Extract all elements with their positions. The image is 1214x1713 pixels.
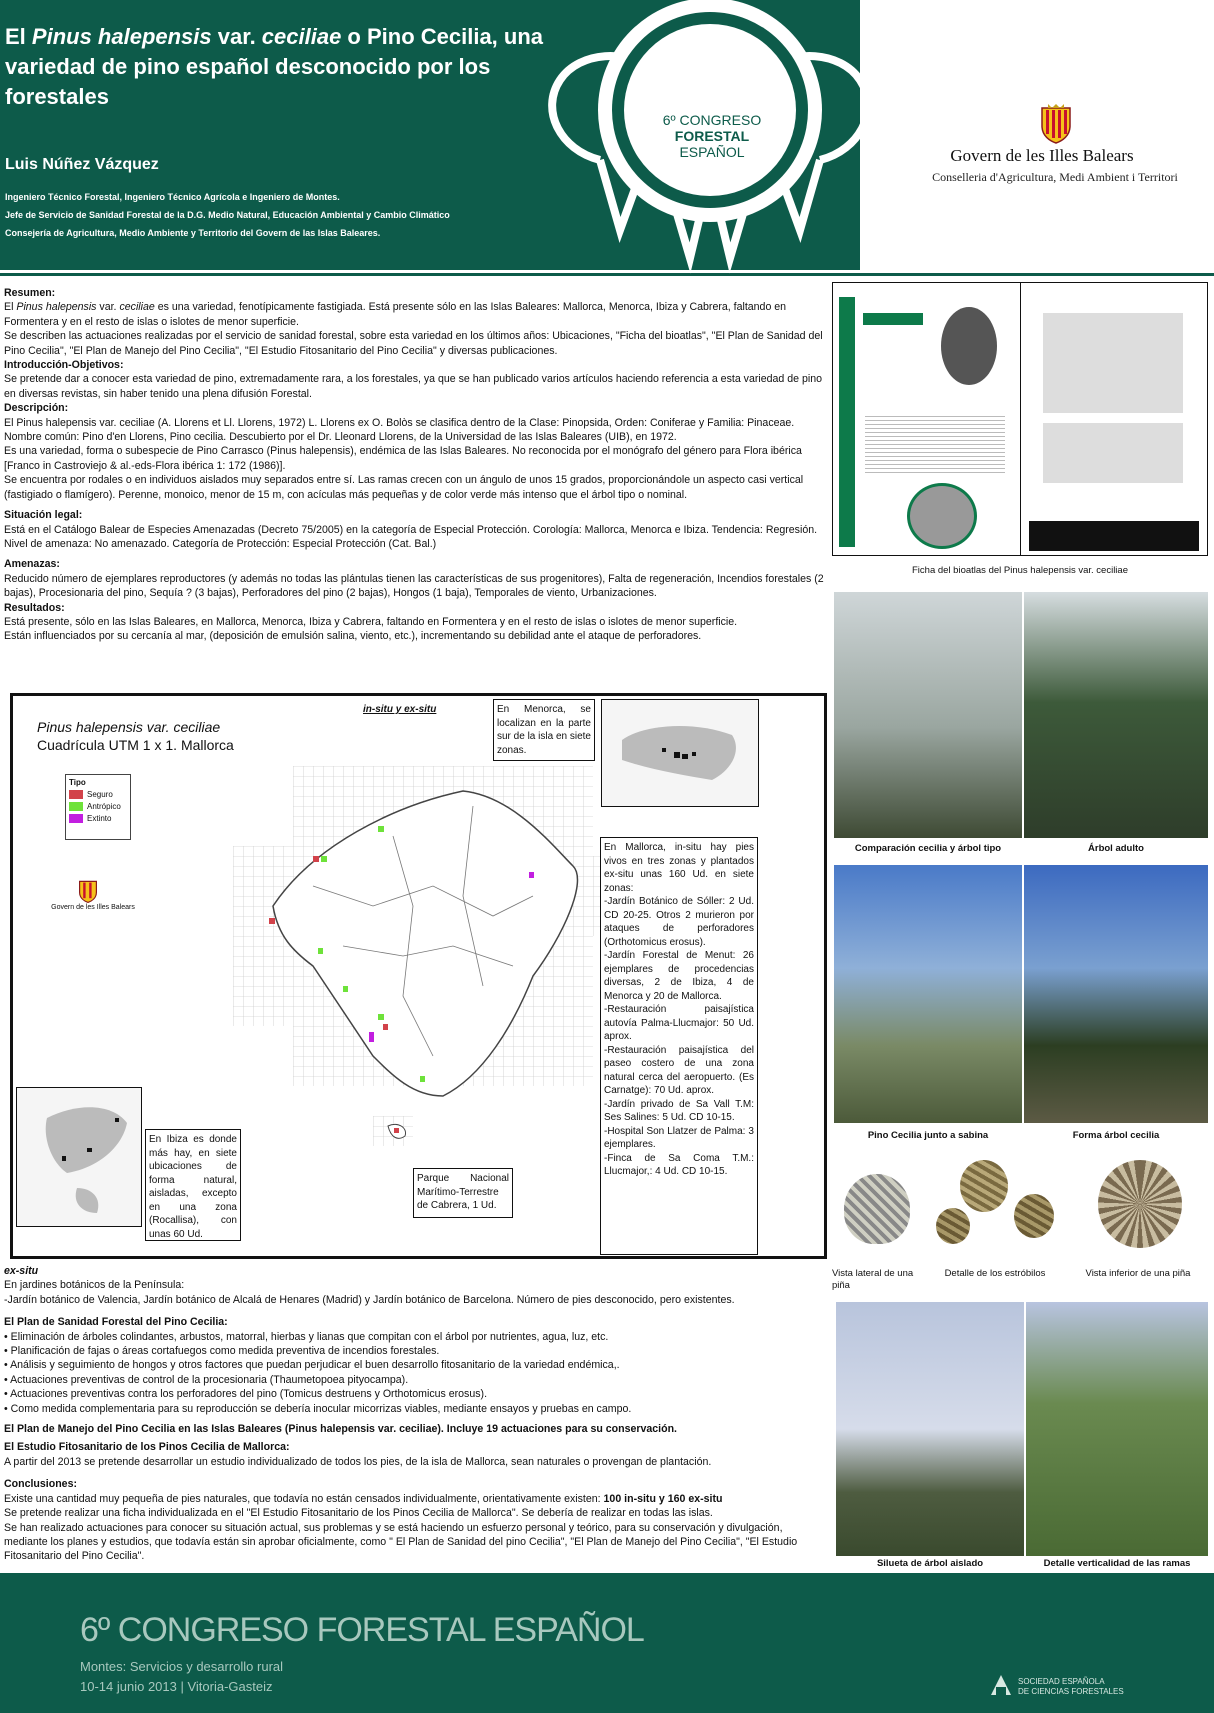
exsitu-text: En jardines botánicos de la Península: bbox=[4, 1279, 185, 1292]
map-point-seguro bbox=[313, 856, 319, 862]
legend-title: Tipo bbox=[69, 778, 86, 787]
caption-ficha: Ficha del bioatlas del Pinus halepensis var. ceciliae bbox=[912, 565, 1128, 576]
government-logo-area bbox=[860, 0, 1214, 270]
caption-ramas: Detalle verticalidad de las ramas bbox=[1043, 1558, 1191, 1569]
menorca-text-box: En Menorca, se localizan en la parte sur de la isla en siete zonas. bbox=[493, 699, 595, 761]
section-heading-resultados: Resultados: bbox=[4, 601, 65, 614]
section-heading-plan-sanidad: El Plan de Sanidad Forestal del Pino Cecilia: bbox=[4, 1316, 228, 1329]
map-subtitle: in-situ y ex-situ bbox=[363, 704, 437, 715]
mallorca-item: -Jardín Forestal de Menut: 26 ejemplares de procedencias diversas, 2 de Ibiza, 4 de Menorca y 20 de Mallorca. bbox=[604, 950, 754, 1002]
balearic-crest-small-icon bbox=[77, 879, 99, 903]
legend-item: Extinto bbox=[69, 814, 127, 823]
caption-estrobilos: Detalle de los estróbilos bbox=[944, 1268, 1046, 1279]
menorca-island-shape bbox=[602, 700, 758, 806]
plan-manejo-text: El Plan de Manejo del Pino Cecilia en las Islas Baleares (Pinus halepensis var. ceciliae). Incluye 19 actuaciones para su conservación. bbox=[4, 1423, 678, 1436]
government-name-small: Govern de les Illes Balears bbox=[51, 904, 135, 911]
map-point-extinto bbox=[529, 872, 534, 878]
mallorca-text-box bbox=[600, 837, 758, 1255]
bioatlas-page-left bbox=[833, 283, 1021, 555]
photo-pina-inferior bbox=[1068, 1150, 1208, 1262]
affiliation-line: Ingeniero Técnico Forestal, Ingeniero Técnico Agrícola e Ingeniero de Montes. bbox=[5, 192, 340, 202]
map-point-antropico bbox=[378, 826, 384, 832]
plan-item: • Análisis y seguimiento de hongos y otros factores que puedan perjudicar el buen desarrollo fitosanitario de la variedad endémica,. bbox=[4, 1358, 828, 1372]
caption-silueta: Silueta de árbol aislado bbox=[876, 1558, 984, 1569]
map-point-seguro bbox=[269, 918, 275, 924]
distribution-map bbox=[10, 693, 827, 1259]
affiliation-line: Consejería de Agricultura, Medio Ambiente y Territorio del Govern de las Islas Baleares. bbox=[5, 228, 381, 238]
congress-logo-text: 6º CONGRESO FORESTAL ESPAÑOL bbox=[662, 112, 762, 160]
author-name: Luis Núñez Vázquez bbox=[5, 156, 159, 173]
map-point-antropico bbox=[321, 856, 327, 862]
resultados-text: Están influenciados por su cercanía al mar, (deposición de emulsión salina, viento, etc.), incrementando su debilidad ante el ataque de perforadores. bbox=[4, 630, 702, 643]
map-point-seguro bbox=[383, 1024, 388, 1030]
photo-ramas bbox=[1026, 1302, 1208, 1556]
legend-item: Antrópico bbox=[69, 802, 127, 811]
header-divider bbox=[0, 270, 1214, 273]
ibiza-island-shape bbox=[17, 1088, 141, 1226]
plan-item: • Como medida complementaria para su reproducción se debería inocular micorrizas viables, mediante ensayos y pruebas en campo. bbox=[4, 1402, 828, 1416]
map-point-antropico bbox=[343, 986, 348, 992]
section-heading-amenazas: Amenazas: bbox=[4, 558, 60, 571]
conclusiones-text: Se pretende realizar una ficha individualizada en el "El Estudio Fitosanitario de los Pinos Cecilia de Mallorca". Se debería de realizar en todas las islas. bbox=[4, 1507, 713, 1520]
mallorca-item: -Restauración paisajística del paseo costero de una zona natural cerca del aeropuerto. (Es Carnatge): 70 Ud. aprox. bbox=[604, 1044, 754, 1096]
section-heading-estudio: El Estudio Fitosanitario de los Pinos Cecilia de Mallorca: bbox=[4, 1441, 290, 1454]
photo-pino-sabina bbox=[834, 865, 1022, 1123]
caption-comparacion: Comparación cecilia y árbol tipo bbox=[854, 843, 1002, 854]
mallorca-item: -Jardín Botánico de Sóller: 2 Ud. CD 20-25. Otros 2 murieron por ataques de perforadores (Orthotomicus erosus). bbox=[604, 896, 754, 948]
amenazas-text: Reducido número de ejemplares reproductores (y además no todas las plántulas tienen las características de sus progenitores), Falta de regeneración, Incendios forestales (2 bajas), Procesionaria del pino, Sequía ? (3 bajas), Perforadores del pino (2 bajas), Hongos (1 baja), Temporales de viento, Urbanizaciones. bbox=[4, 572, 824, 600]
resumen-text: Se describen las actuaciones realizadas por el servicio de sanidad forestal, sobre esta variedad en los últimos años: Ubicaciones, "Ficha del bioatlas", "El Plan de Sanidad del Pino Cecilia", "El Plan de Manejo del Pino Cecilia", "El Estudio Fitosanitario del Pino Cecilia" y diversas publicaciones. bbox=[4, 330, 823, 357]
bioatlas-sheet-image bbox=[832, 282, 1208, 556]
map-point-antropico bbox=[378, 1014, 384, 1020]
footer-congress-title: 6º CONGRESO FORESTAL ESPAÑOL bbox=[80, 1611, 644, 1649]
section-heading-legal: Situación legal: bbox=[4, 509, 83, 522]
ibiza-text-box: En Ibiza es donde más hay, en siete ubicaciones de forma natural, aisladas, excepto en una zona (Rocallisa), con unas 60 Ud. bbox=[145, 1129, 241, 1241]
estudio-text: A partir del 2013 se pretende desarrollar un estudio individualizado de todos los pies, de la isla de Mallorca, sean naturales o provengan de plantación. bbox=[4, 1455, 712, 1468]
legal-text: Está en el Catálogo Balear de Especies Amenazadas (Decreto 75/2005) en la categoría de Especial Protección. Corología: Mallorca, Menorca e Ibiza. Tendencia: Regresión. Nivel de amenaza: No amenazado. Categoría de Protección: Especial Protección (Cat. Bal.) bbox=[4, 523, 818, 550]
plan-list bbox=[4, 1330, 828, 1416]
ibiza-inset-map bbox=[16, 1087, 142, 1227]
footer-subtitle: Montes: Servicios y desarrollo rural bbox=[80, 1659, 284, 1674]
photo-forma-arbol bbox=[1024, 865, 1208, 1123]
mallorca-item: -Jardín privado de Sa Vall T.M: Ses Salines: 5 Ud. CD 10-15. bbox=[604, 1098, 754, 1123]
map-point-seguro bbox=[394, 1128, 399, 1133]
bioatlas-page-right bbox=[1023, 283, 1209, 555]
plan-item: • Planificación de fajas o áreas cortafuegos como medida preventiva de incendios forestales. bbox=[4, 1344, 828, 1358]
descripcion-text: Es una variedad, forma o subespecie de Pino Carrasco (Pinus halepensis), endémica de las Islas Baleares. No reconocida por el monógrafo del género para Flora ibérica [Franco in Castroviejo & al.-eds-Flora ibérica 1: 172 (1986)]. bbox=[4, 445, 802, 472]
exsitu-text: -Jardín botánico de Valencia, Jardín botánico de Alcalá de Henares (Madrid) y Jardín botánico de Barcelona. Número de pies desconocido, pero existentes. bbox=[4, 1293, 735, 1306]
text-column-top bbox=[4, 286, 828, 644]
caption-inferior: Vista inferior de una piña bbox=[1085, 1268, 1191, 1279]
society-logo-icon bbox=[988, 1671, 1014, 1697]
descripcion-text: El Pinus halepensis var. ceciliae (A. Llorens et Ll. Llorens, 1972) L. Llorens ex O. Bolòs se clasifica dentro de la Clase: Pinopsida, Orden: Coniferae y Familia: Pinaceae. Nombre común: Pino d'en Llorens, Pino cecilia. Descubierto por el Dr. Lleonard Llorens, de la Universidad de las Islas Baleares (UIB), en 1972. bbox=[4, 416, 795, 444]
photo-silueta bbox=[836, 1302, 1024, 1556]
section-heading-descripcion: Descripción: bbox=[4, 402, 69, 415]
caption-forma: Forma árbol cecilia bbox=[1072, 1130, 1160, 1141]
photo-pina-lateral bbox=[832, 1150, 922, 1262]
government-department: Conselleria d'Agricultura, Medi Ambient i Territori bbox=[932, 170, 1178, 184]
plan-item: • Eliminación de árboles colindantes, arbustos, matorral, hierbas y lianas que compitan con el árbol por nutrientes, agua, luz, etc. bbox=[4, 1330, 828, 1344]
balearic-crest-icon bbox=[1040, 104, 1072, 144]
conclusiones-text: Existe una cantidad muy pequeña de pies naturales, que todavía no están censados individualmente, orientativamente existen: 100 in-situ y 160 ex-situ bbox=[4, 1492, 723, 1505]
section-heading-resumen: Resumen: bbox=[4, 287, 56, 299]
conclusiones-text: Se han realizado actuaciones para conocer su situación actual, sus problemas y se está haciendo un esfuerzo personal y teórico, para su conservación y divulgación, mediante los planes y estudios, que todavía están sin aprobar oficialmente, como " El Plan de Sanidad del pino Cecilia", "El Plan de Manejo del Pino Cecilia", "El Estudio Fitosanitario del Pino Cecilia". bbox=[4, 1521, 798, 1563]
photo-arbol-adulto bbox=[1024, 592, 1208, 838]
caption-lateral: Vista lateral de una piña bbox=[832, 1268, 914, 1291]
society-name: SOCIEDAD ESPAÑOLA DE CIENCIAS FORESTALES bbox=[1018, 1677, 1124, 1696]
legend-item: Seguro bbox=[69, 790, 127, 799]
plan-item: • Actuaciones preventivas de control de la procesionaria (Thaumetopoea pityocampa). bbox=[4, 1373, 828, 1387]
resultados-text: Está presente, sólo en las Islas Baleares, en Mallorca, Menorca, Ibiza y Cabrera, faltando en Formentera y en el resto de islas o islotes de menor superficie. bbox=[4, 615, 738, 628]
intro-text: Se pretende dar a conocer esta variedad de pino, extremadamente rara, a los forestales, ya que se han publicado varios artículos haciendo referencia a esta variedad de pino en diversas revistas, sin haber tenido una plena difusión Forestal. bbox=[4, 373, 822, 400]
government-name: Govern de les Illes Balears bbox=[950, 146, 1134, 165]
map-point-extinto bbox=[369, 1032, 374, 1042]
photo-comparacion bbox=[834, 592, 1022, 838]
map-point-antropico bbox=[318, 948, 323, 954]
header-banner bbox=[0, 0, 1214, 276]
plan-item: • Actuaciones preventivas contra los perforadores del pino (Tomicus destruens y Orthotomicus erosus). bbox=[4, 1387, 828, 1401]
affiliation-line: Jefe de Servicio de Sanidad Forestal de la D.G. Medio Natural, Educación Ambiental y Cambio Climático bbox=[5, 210, 450, 220]
footer-banner bbox=[0, 1573, 1214, 1713]
section-heading-exsitu: ex-situ bbox=[4, 1265, 39, 1277]
caption-sabina: Pino Cecilia junto a sabina bbox=[867, 1130, 989, 1141]
caption-arbol-adulto: Árbol adulto bbox=[1088, 843, 1144, 854]
text-column-bottom bbox=[4, 1264, 828, 1564]
section-heading-conclusiones: Conclusiones: bbox=[4, 1478, 77, 1491]
mallorca-item: -Restauración paisajística autovía Palma-Llucmajor: 50 Ud. aprox. bbox=[604, 1004, 754, 1042]
photo-estrobilos bbox=[924, 1150, 1066, 1262]
descripcion-text: Se encuentra por rodales o en individuos aislados muy separados entre sí. Las ramas crecen con un ángulo de unos 15 grados, proporcionándole un aspecto casi vertical (fastigiado o flamígero). Perenne, monoico, menor de 15 m, con acículas más pequeñas y de color verde más intenso que el árbol tipo o nominal. bbox=[4, 474, 804, 501]
cabrera-text-box: Parque Nacional Marítimo-Terrestre de Cabrera, 1 Ud. bbox=[413, 1168, 513, 1218]
mallorca-intro: En Mallorca, in-situ hay pies vivos en tres zonas y plantados ex-situ unas 160 Ud. en siete zonas: bbox=[604, 842, 754, 894]
map-point-antropico bbox=[420, 1076, 425, 1082]
mallorca-item: -Hospital Son Llatzer de Palma: 3 ejemplares. bbox=[604, 1125, 754, 1150]
menorca-inset-map bbox=[601, 699, 759, 807]
section-heading-intro: Introducción-Objetivos: bbox=[4, 359, 124, 372]
resumen-text: El Pinus halepensis var. ceciliae es una variedad, fenotípicamente fastigiada. Está presente sólo en las Islas Baleares: Mallorca, Menorca, Ibiza y Cabrera, faltando en Formentera y en el resto de islas o islotes de menor superficie. bbox=[4, 301, 787, 328]
map-title: Pinus halepensis var. ceciliae Cuadrícula UTM 1 x 1. Mallorca bbox=[37, 719, 234, 753]
footer-dates: 10-14 junio 2013 | Vitoria-Gasteiz bbox=[80, 1679, 273, 1694]
poster-title: El Pinus halepensis var. ceciliae o Pino Cecilia, una variedad de pino español desconocido por los forestales bbox=[5, 24, 544, 109]
mallorca-item: -Finca de Sa Coma T.M.: Llucmajor,: 4 Ud. CD 10-15. bbox=[604, 1152, 754, 1177]
